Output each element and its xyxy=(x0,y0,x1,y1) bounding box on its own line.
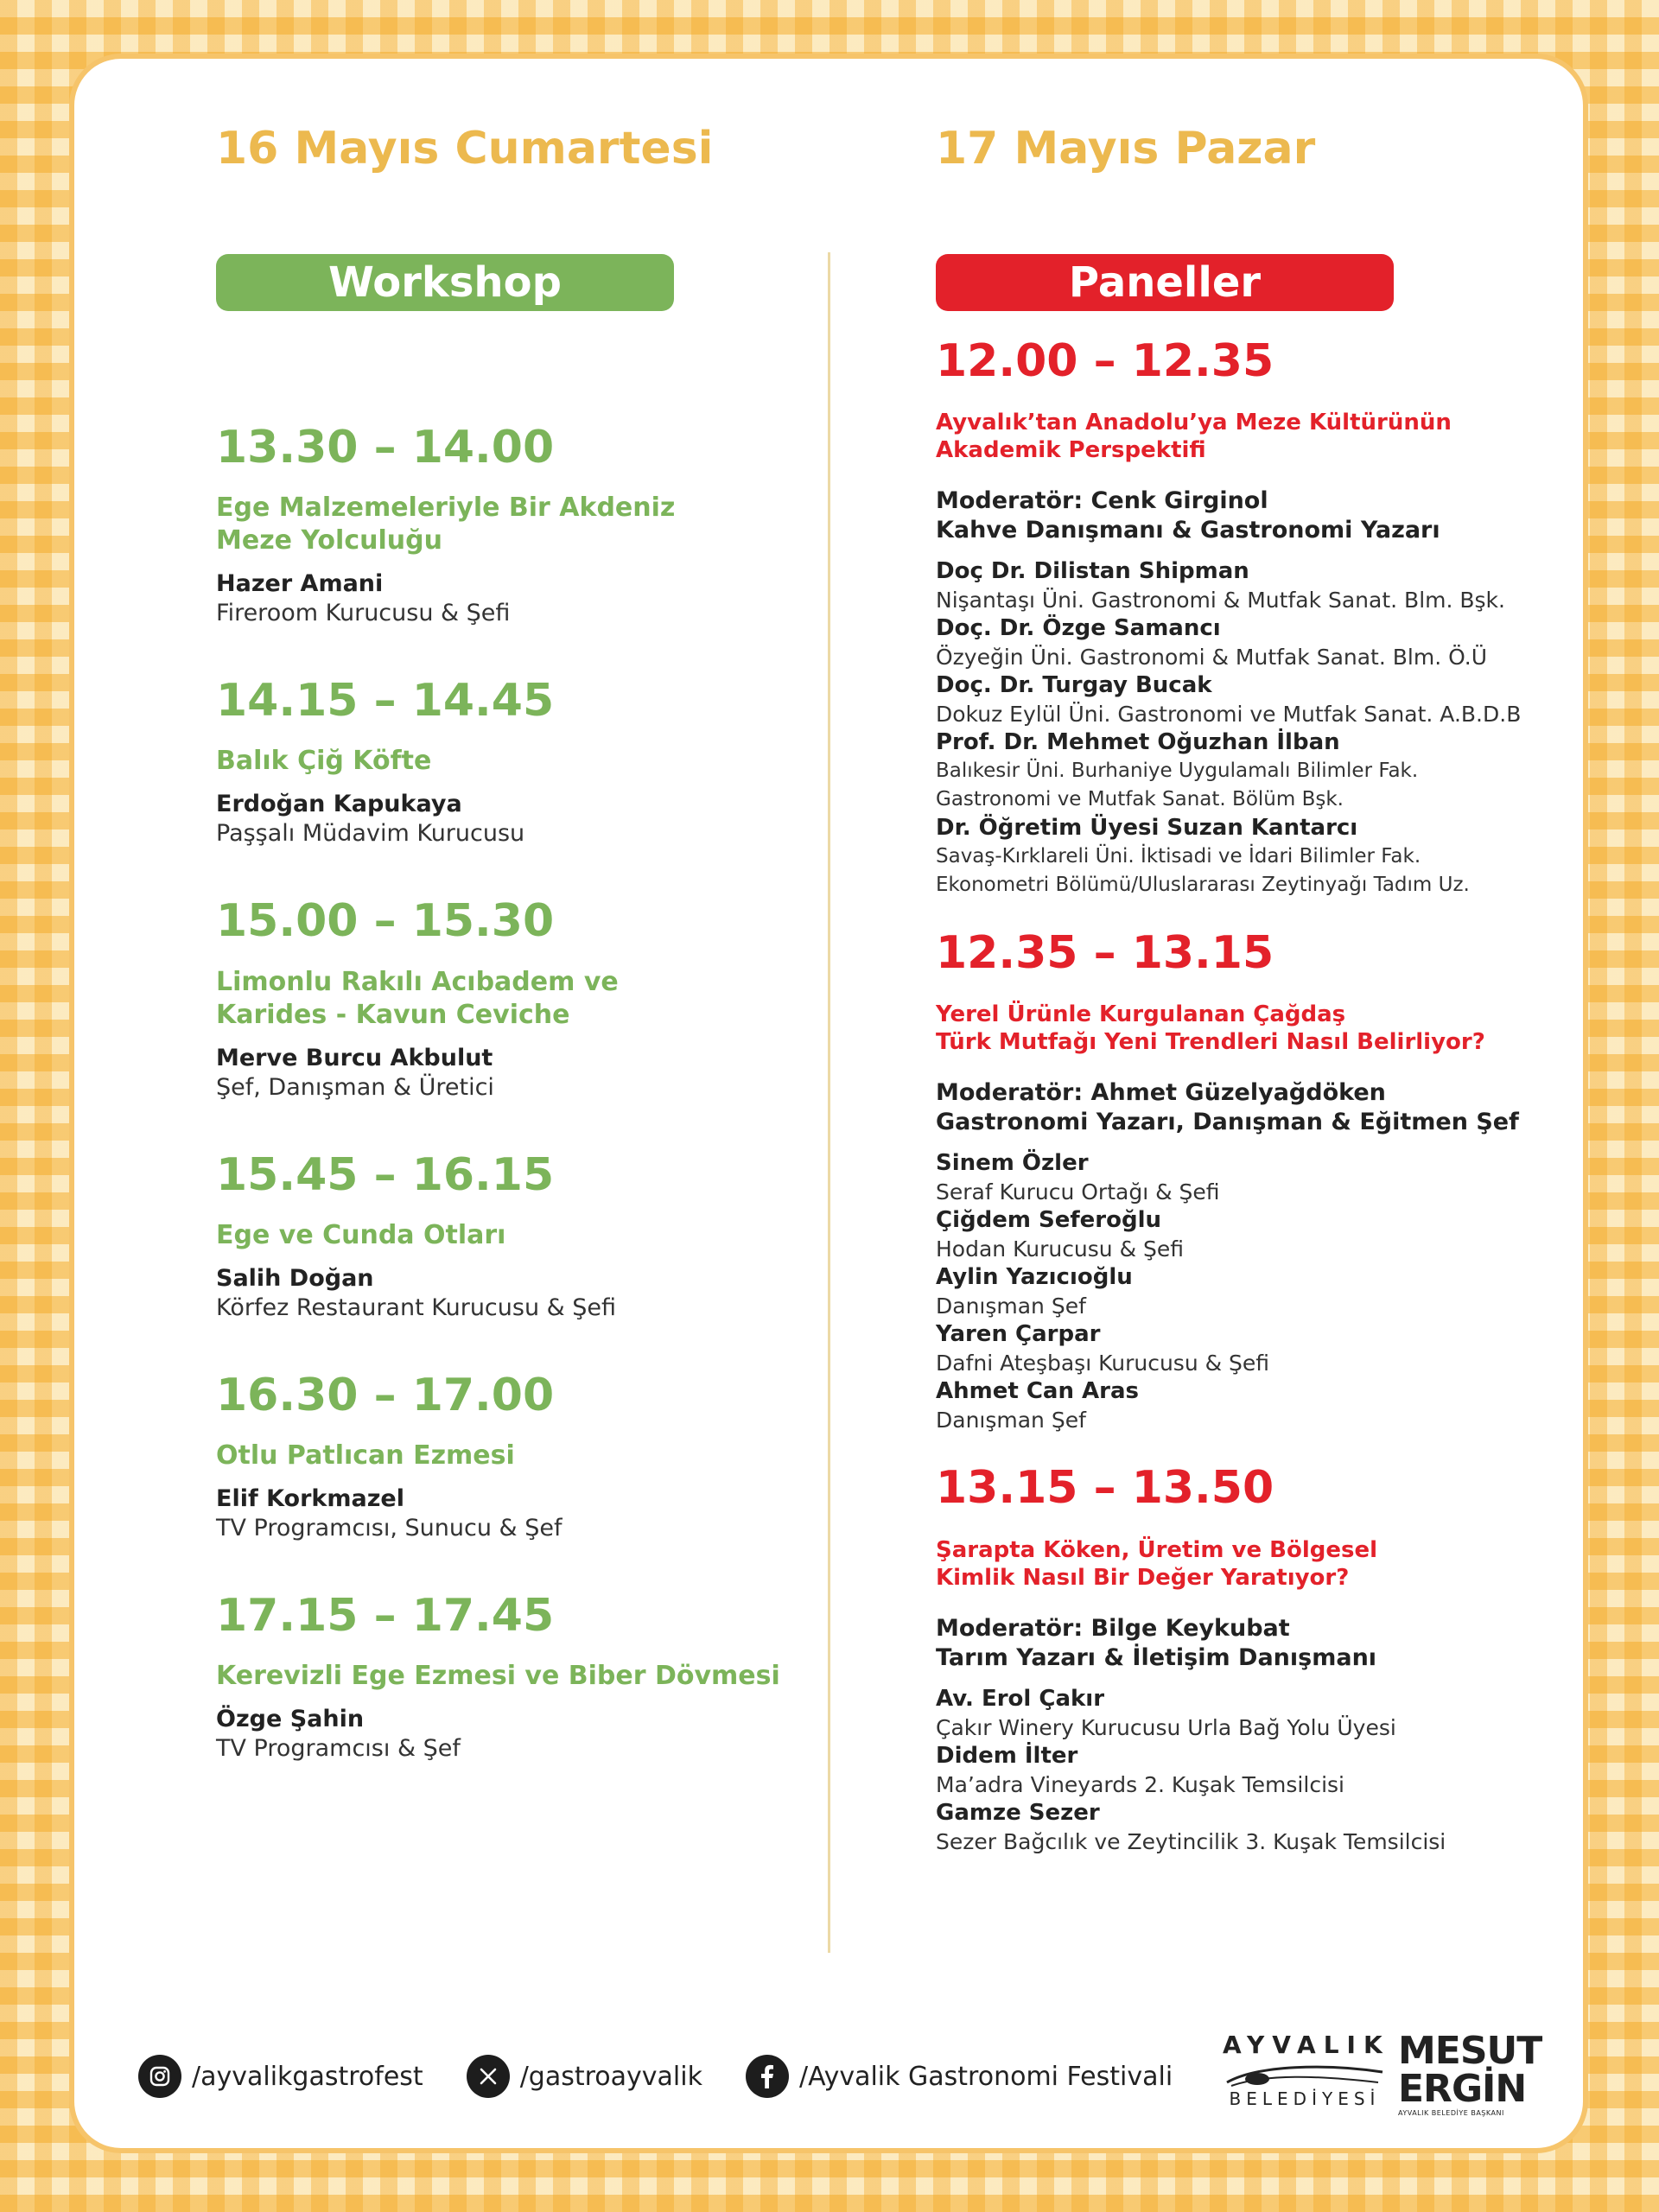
moderator xyxy=(936,1078,1575,1137)
x-icon xyxy=(467,2055,510,2098)
workshop-chef-name: Merve Burcu Akbulut xyxy=(216,1044,493,1071)
panel-title-line: Kimlik Nasıl Bir Değer Yaratıyor? xyxy=(936,1564,1350,1591)
social-footer xyxy=(138,2046,1216,2107)
speaker-name: Doç. Dr. Turgay Bucak xyxy=(936,672,1212,699)
mayor-first-name: MESUT xyxy=(1398,2029,1542,2073)
speaker-name: Sinem Özler xyxy=(936,1150,1089,1177)
workshop-chef-role: TV Programcısı & Şef xyxy=(216,1735,461,1763)
speaker-role: Balıkesir Üni. Burhaniye Uygulamalı Bilimler Fak. xyxy=(936,760,1419,783)
workshop-chef-name: Erdoğan Kapukaya xyxy=(216,791,462,818)
workshop-title xyxy=(216,492,786,557)
day-title-right: 17 Mayıs Pazar xyxy=(936,123,1316,175)
facebook-link[interactable] xyxy=(746,2055,1173,2098)
speaker-role: Gastronomi ve Mutfak Sanat. Bölüm Bşk. xyxy=(936,788,1344,811)
speaker-role: Hodan Kurucusu & Şefi xyxy=(936,1236,1185,1262)
panel-title-line: Ayvalık’tan Anadolu’ya Meze Kültürünün xyxy=(936,410,1452,436)
workshop-item xyxy=(216,1589,786,1764)
workshop-title-line: Otlu Patlıcan Ezmesi xyxy=(216,1440,515,1471)
mayor-last-name: ERGİN xyxy=(1398,2067,1527,2111)
workshop-item xyxy=(216,1148,786,1323)
workshop-title xyxy=(216,1660,786,1693)
speaker-name: Aylin Yazıcıoğlu xyxy=(936,1264,1133,1291)
workshop-title-line: Kerevizli Ege Ezmesi ve Biber Dövmesi xyxy=(216,1661,780,1692)
speaker-list xyxy=(936,1685,1575,1856)
panel-item xyxy=(936,337,1575,899)
panel-title-line: Şarapta Köken, Üretim ve Bölgesel xyxy=(936,1536,1378,1563)
workshop-title xyxy=(216,1219,786,1252)
workshop-time: 15.00 – 15.30 xyxy=(216,895,555,948)
workshop-item xyxy=(216,1371,786,1543)
logo-ayvalik-text: AYVALIK xyxy=(1223,2031,1390,2059)
workshop-time: 14.15 – 14.45 xyxy=(216,675,555,728)
panels-badge: Paneller xyxy=(936,254,1394,311)
workshop-title xyxy=(216,745,786,778)
workshop-chef-role: TV Programcısı, Sunucu & Şef xyxy=(216,1514,563,1541)
facebook-page: /Ayvalik Gastronomi Festivali xyxy=(798,2061,1173,2092)
speaker-name: Didem İlter xyxy=(936,1742,1078,1769)
column-divider xyxy=(828,252,830,1953)
speaker-name: Prof. Dr. Mehmet Oğuzhan İlban xyxy=(936,729,1340,756)
speaker-name: Ahmet Can Aras xyxy=(936,1378,1139,1405)
x-link[interactable] xyxy=(467,2055,702,2098)
speaker-name: Dr. Öğretim Üyesi Suzan Kantarcı xyxy=(936,815,1358,842)
speaker-name: Gamze Sezer xyxy=(936,1799,1100,1826)
workshop-title-line: Karides - Kavun Ceviche xyxy=(216,999,570,1030)
speaker-role: Danışman Şef xyxy=(936,1294,1086,1319)
speaker-name: Doç. Dr. Özge Samancı xyxy=(936,615,1221,642)
workshop-item xyxy=(216,677,786,849)
logo-wave-mark xyxy=(1223,2060,1387,2094)
workshop-title-line: Ege Malzemeleriyle Bir Akdeniz xyxy=(216,493,676,524)
speaker-role: Çakır Winery Kurucusu Urla Bağ Yolu Üyesi xyxy=(936,1714,1396,1740)
moderator xyxy=(936,486,1575,545)
mayor-title: AYVALIK BELEDİYE BAŞKANI xyxy=(1398,2109,1504,2117)
speaker-list xyxy=(936,1149,1575,1434)
workshop-badge: Workshop xyxy=(216,254,674,311)
speaker-role: Dafni Ateşbaşı Kurucusu & Şefi xyxy=(936,1351,1270,1376)
workshop-list xyxy=(216,423,786,1764)
day-title-left: 16 Mayıs Cumartesi xyxy=(216,123,714,175)
speaker-role: Nişantaşı Üni. Gastronomi & Mutfak Sanat. Blm. Bşk. xyxy=(936,588,1505,613)
speaker-name: Av. Erol Çakır xyxy=(936,1685,1105,1712)
workshop-item xyxy=(216,423,786,628)
instagram-handle: /ayvalikgastrofest xyxy=(192,2061,423,2092)
facebook-icon xyxy=(746,2055,789,2098)
instagram-link[interactable] xyxy=(138,2055,423,2098)
speaker-role: Seraf Kurucu Ortağı & Şefi xyxy=(936,1179,1220,1205)
workshop-title xyxy=(216,966,786,1032)
workshop-title-line: Balık Çiğ Köfte xyxy=(216,746,432,777)
speaker-role: Ma’adra Vineyards 2. Kuşak Temsilcisi xyxy=(936,1771,1344,1797)
moderator-name: Moderatör: Ahmet Güzelyağdöken xyxy=(936,1079,1386,1107)
workshop-title-line: Ege ve Cunda Otları xyxy=(216,1219,506,1250)
speaker-role: Özyeğin Üni. Gastronomi & Mutfak Sanat. Blm. Ö.Ü xyxy=(936,645,1488,671)
moderator-role: Tarım Yazarı & İletişim Danışmanı xyxy=(936,1643,1377,1671)
speaker-role: Savaş-Kırklareli Üni. İktisadi ve İdari Bilimler Fak. xyxy=(936,845,1421,868)
workshop-chef-role: Körfez Restaurant Kurucusu & Şefi xyxy=(216,1294,617,1321)
speaker-role: Dokuz Eylül Üni. Gastronomi ve Mutfak Sanat. A.B.D.B xyxy=(936,702,1522,728)
workshop-chef-name: Hazer Amani xyxy=(216,570,384,598)
panel-time: 12.35 – 13.15 xyxy=(936,927,1274,980)
panel-title xyxy=(936,1536,1575,1592)
panel-time: 13.15 – 13.50 xyxy=(936,1462,1274,1515)
workshop-time: 16.30 – 17.00 xyxy=(216,1369,555,1421)
x-handle: /gastroayvalik xyxy=(519,2061,702,2092)
moderator-name: Moderatör: Cenk Girginol xyxy=(936,487,1268,515)
moderator-role: Gastronomi Yazarı, Danışman & Eğitmen Şef xyxy=(936,1109,1519,1136)
moderator xyxy=(936,1614,1575,1673)
panel-list xyxy=(936,337,1575,1856)
workshop-chef-role: Fireroom Kurucusu & Şefi xyxy=(216,600,511,627)
instagram-icon xyxy=(138,2055,181,2098)
workshop-time: 13.30 – 14.00 xyxy=(216,422,555,474)
panel-title-line: Akademik Perspektifi xyxy=(936,437,1206,464)
mayor-logo xyxy=(1398,2029,1542,2117)
speaker-role: Sezer Bağcılık ve Zeytincilik 3. Kuşak Temsilcisi xyxy=(936,1828,1446,1854)
speaker-name: Yaren Çarpar xyxy=(936,1321,1101,1348)
workshop-chef-name: Elif Korkmazel xyxy=(216,1484,405,1512)
workshop-title-line: Limonlu Rakılı Acıbadem ve xyxy=(216,966,619,997)
logo-belediyesi-text: BELEDİYESİ xyxy=(1229,2088,1381,2109)
workshop-time: 17.15 – 17.45 xyxy=(216,1589,555,1642)
speaker-role: Ekonometri Bölümü/Uluslararası Zeytinyağı Tadım Uz. xyxy=(936,874,1470,897)
panel-title-line: Türk Mutfağı Yeni Trendleri Nasıl Belirliyor? xyxy=(936,1029,1485,1056)
speaker-role: Danışman Şef xyxy=(936,1408,1086,1433)
panel-item xyxy=(936,929,1575,1434)
panel-title-line: Yerel Ürünle Kurgulanan Çağdaş xyxy=(936,1001,1346,1028)
workshop-chef-role: Şef, Danışman & Üretici xyxy=(216,1073,494,1101)
workshop-title xyxy=(216,1440,786,1472)
speaker-list xyxy=(936,557,1575,899)
moderator-role: Kahve Danışmanı & Gastronomi Yazarı xyxy=(936,517,1440,544)
speaker-name: Doç Dr. Dilistan Shipman xyxy=(936,558,1249,585)
workshop-chef-name: Salih Doğan xyxy=(216,1264,374,1292)
workshop-item xyxy=(216,897,786,1102)
panel-time: 12.00 – 12.35 xyxy=(936,335,1274,387)
workshop-chef-role: Paşşalı Müdavim Kurucusu xyxy=(216,820,525,848)
panel-item xyxy=(936,1464,1575,1855)
moderator-name: Moderatör: Bilge Keykubat xyxy=(936,1614,1290,1642)
workshop-title-line: Meze Yolculuğu xyxy=(216,525,442,556)
ayvalik-municipality-logo xyxy=(1223,2031,1390,2109)
speaker-name: Çiğdem Seferoğlu xyxy=(936,1207,1162,1234)
workshop-time: 15.45 – 16.15 xyxy=(216,1148,555,1201)
panel-title xyxy=(936,1001,1575,1056)
workshop-chef-name: Özge Şahin xyxy=(216,1706,365,1733)
panel-title xyxy=(936,409,1575,464)
